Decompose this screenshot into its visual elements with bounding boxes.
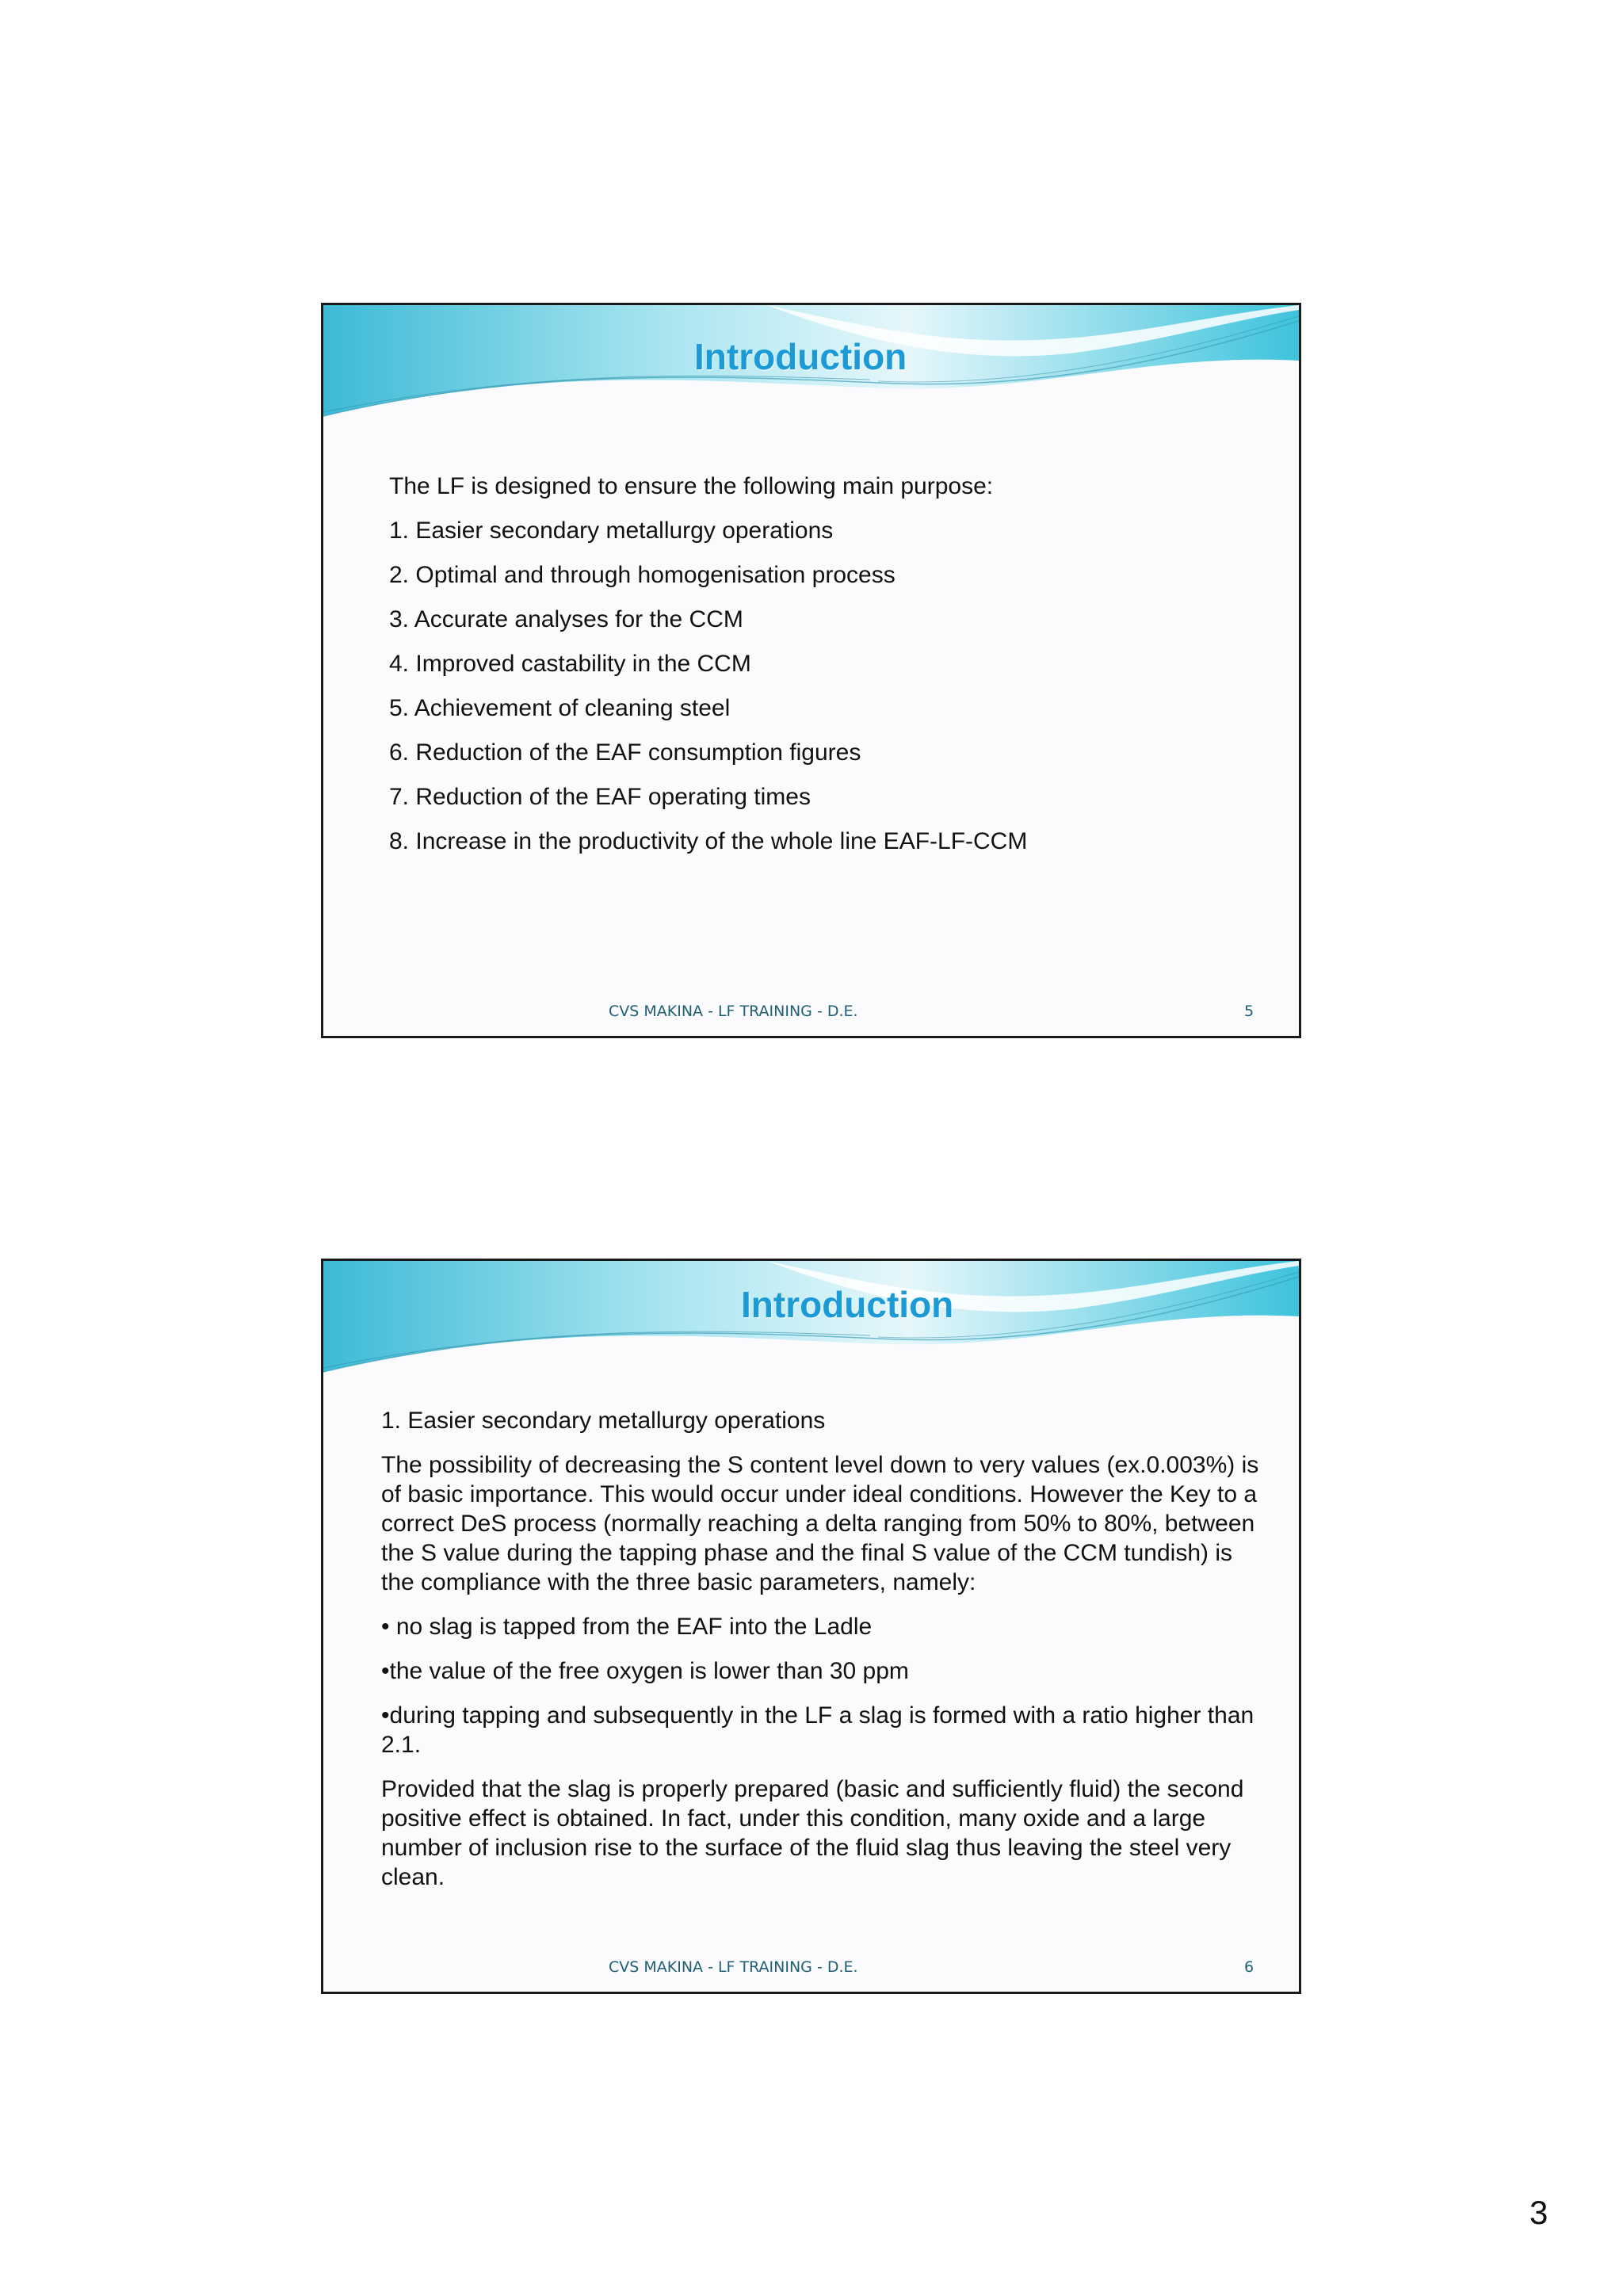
list-item: 3. Accurate analyses for the CCM (389, 606, 743, 632)
document-page-number: 3 (1529, 2194, 1549, 2231)
bullet-item: • no slag is tapped from the EAF into the Ladle (381, 1614, 873, 1640)
slide-footer: CVS MAKINA - LF TRAINING - D.E. (609, 1958, 858, 1976)
list-item: 2. Optimal and through homogenisation process (389, 562, 896, 588)
slide-header-wave (323, 305, 1299, 464)
slide-title: Introduction (741, 1284, 954, 1325)
slide-title: Introduction (694, 336, 907, 377)
slide-number: 5 (1244, 1003, 1254, 1020)
intro-line: The LF is designed to ensure the following main purpose: (389, 473, 994, 499)
bullet-item: •the value of the free oxygen is lower than 30 ppm (381, 1658, 909, 1684)
body-paragraph: The possibility of decreasing the S content level down to very values (ex.0.003%) is of basic importance. This would occur under ideal conditions. However the Key to a correct DeS process (normally reaching a delta ranging from 50% to 80%, between the S value during the tapping phase and the final S value of the CCM tundish) is the compliance with the three basic parameters, namely: (381, 1452, 1259, 1595)
body-paragraph: Provided that the slag is properly prepared (basic and sufficiently fluid) the second positive effect is obtained. In fact, under this condition, many oxide and a large number of inclusion rise to the surface of the fluid slag thus leaving the steel very clean. (381, 1776, 1244, 1890)
list-item: 6. Reduction of the EAF consumption figures (389, 739, 861, 766)
slide-5 (321, 303, 1301, 1038)
bullet-item: •during tapping and subsequently in the LF a slag is formed with a ratio higher than 2.1. (381, 1702, 1254, 1758)
slide-6 (321, 1259, 1301, 1994)
slide-footer: CVS MAKINA - LF TRAINING - D.E. (609, 1003, 858, 1020)
list-item: 5. Achievement of cleaning steel (389, 695, 731, 721)
slide-body (381, 1406, 1261, 1907)
slide-body (389, 472, 1261, 871)
section-heading: 1. Easier secondary metallurgy operations (381, 1408, 826, 1434)
list-item: 7. Reduction of the EAF operating times (389, 784, 811, 810)
list-item: 4. Improved castability in the CCM (389, 651, 751, 677)
list-item: 8. Increase in the productivity of the whole line EAF-LF-CCM (389, 828, 1028, 854)
list-item: 1. Easier secondary metallurgy operations (389, 518, 834, 544)
slide-number: 6 (1244, 1958, 1254, 1976)
